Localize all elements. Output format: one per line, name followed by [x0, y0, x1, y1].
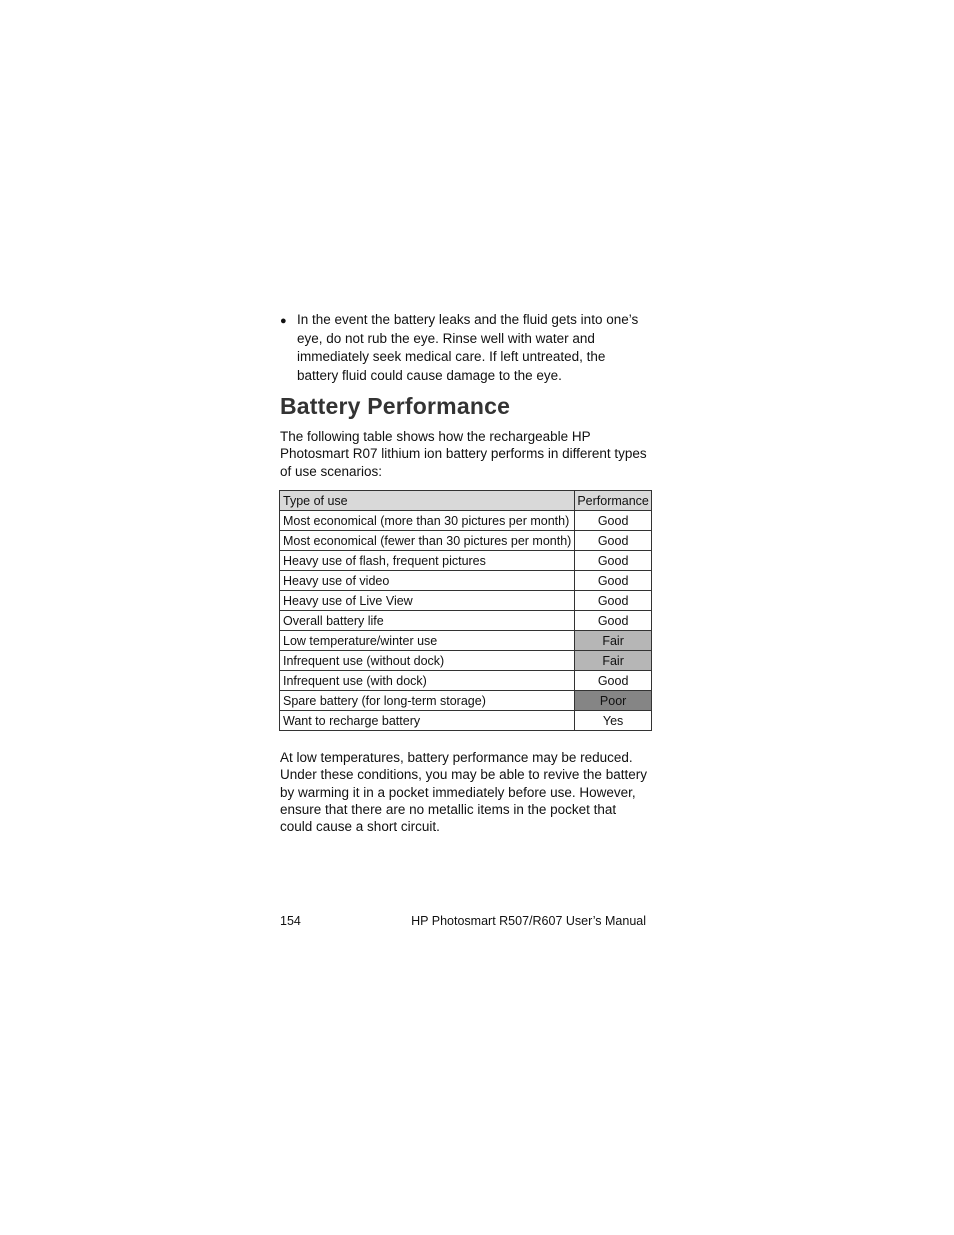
page-footer: [280, 914, 646, 928]
type-of-use-cell: Want to recharge battery: [280, 711, 575, 731]
header-performance: Performance: [575, 491, 652, 511]
table-row: [280, 651, 652, 671]
type-of-use-cell: Infrequent use (without dock): [280, 651, 575, 671]
performance-cell: Good: [575, 611, 652, 631]
manual-title: HP Photosmart R507/R607 User’s Manual: [411, 914, 646, 928]
performance-cell: Fair: [575, 651, 652, 671]
type-of-use-cell: Low temperature/winter use: [280, 631, 575, 651]
performance-cell: Good: [575, 571, 652, 591]
performance-cell: Yes: [575, 711, 652, 731]
table-row: [280, 671, 652, 691]
type-of-use-cell: Infrequent use (with dock): [280, 671, 575, 691]
table-row: [280, 691, 652, 711]
type-of-use-cell: Heavy use of Live View: [280, 591, 575, 611]
bullet-item: [280, 311, 650, 386]
table-row: [280, 611, 652, 631]
performance-cell: Good: [575, 551, 652, 571]
performance-cell: Poor: [575, 691, 652, 711]
table-row: [280, 531, 652, 551]
low-temperature-note: At low temperatures, battery performance may be reduced. Under these conditions, you may be able to revive the battery by warming it in a pocket immediately before use. However, ensure that there are no metallic items in the pocket that could cause a short circuit.: [280, 750, 647, 835]
type-of-use-cell: Overall battery life: [280, 611, 575, 631]
intro-paragraph: The following table shows how the rechargeable HP Photosmart R07 lithium ion battery performs in different types of use scenarios:: [280, 429, 647, 479]
table-row: [280, 551, 652, 571]
performance-cell: Good: [575, 591, 652, 611]
table-row: [280, 631, 652, 651]
performance-cell: Good: [575, 671, 652, 691]
type-of-use-cell: Spare battery (for long-term storage): [280, 691, 575, 711]
type-of-use-cell: Most economical (fewer than 30 pictures per month): [280, 531, 575, 551]
battery-performance-table: [279, 490, 652, 731]
section-title: Battery Performance: [280, 393, 511, 419]
bullet-dot-icon: ●: [280, 315, 287, 327]
table-row: [280, 511, 652, 531]
table-row: [280, 591, 652, 611]
performance-cell: Good: [575, 511, 652, 531]
page-number: 154: [280, 914, 301, 928]
header-type-of-use: Type of use: [280, 491, 575, 511]
table-header-row: [280, 491, 652, 511]
type-of-use-cell: Most economical (more than 30 pictures per month): [280, 511, 575, 531]
table-row: [280, 711, 652, 731]
table-body: [280, 511, 652, 731]
type-of-use-cell: Heavy use of flash, frequent pictures: [280, 551, 575, 571]
performance-cell: Good: [575, 531, 652, 551]
table-row: [280, 571, 652, 591]
bullet-text: In the event the battery leaks and the fluid gets into one’s eye, do not rub the eye. Rinse well with water and immediately seek medical care. If left untreated, the battery fluid could cause damage to the eye.: [297, 312, 639, 384]
performance-cell: Fair: [575, 631, 652, 651]
type-of-use-cell: Heavy use of video: [280, 571, 575, 591]
